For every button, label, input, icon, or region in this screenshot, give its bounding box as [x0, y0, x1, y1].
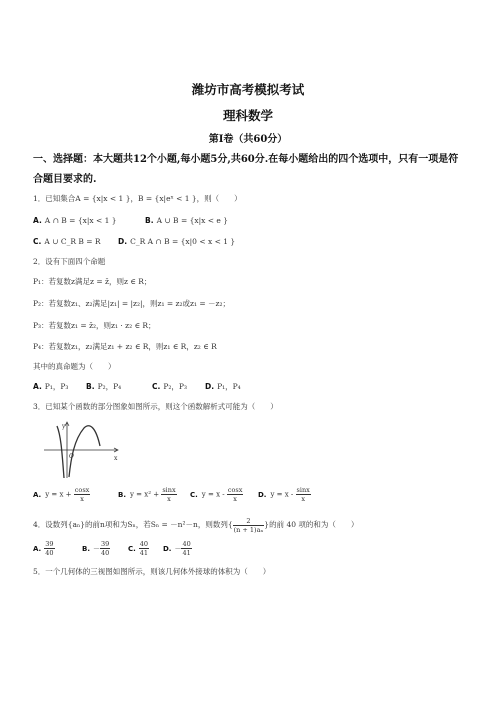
q2-stem: 2．设有下面四个命题	[33, 257, 106, 266]
q1-option-a	[33, 216, 117, 226]
fraction-numerator: cosx	[74, 486, 90, 494]
q4-option-c	[128, 540, 149, 557]
fraction-numerator: sinx	[162, 486, 176, 494]
q1-option-b	[145, 216, 228, 226]
fraction-denominator: 41	[139, 549, 149, 557]
fraction-denominator: 40	[101, 549, 110, 557]
option-fraction	[74, 486, 91, 503]
q4-fraction	[233, 517, 265, 534]
option-letter: B.	[145, 216, 154, 225]
fraction-numerator: 39	[45, 540, 54, 548]
q4-option-a	[33, 540, 55, 557]
fraction-numerator: 40	[182, 540, 191, 548]
option-fraction	[181, 540, 191, 557]
option-letter: B.	[118, 490, 126, 499]
fraction-denominator: x	[233, 495, 237, 503]
q2-option-c	[152, 382, 187, 392]
option-letter: A.	[33, 490, 42, 499]
y-axis-label: y	[62, 423, 66, 430]
q2-p1: P₁：若复数z满足z = z̄，则z ∈ R；	[33, 277, 152, 286]
fraction-numerator: cosx	[227, 486, 243, 494]
option-prefix: y = x -	[270, 490, 296, 499]
option-letter: A.	[33, 216, 42, 225]
option-prefix: y = x² +	[130, 490, 162, 499]
fraction-denominator: (n + 1)aₙ	[233, 525, 264, 534]
option-text: C_R A ∩ B = {x|0 < x < 1 }	[130, 237, 236, 246]
q2-option-a	[33, 382, 68, 392]
q5-stem: 5．一个几何体的三视图如图所示，则该几何体外接球的体积为（ ）	[33, 567, 271, 576]
volume-title: 第Ⅰ卷（共60分）	[208, 134, 288, 145]
option-fraction	[227, 486, 244, 503]
option-text: A ∪ B = {x|x < e }	[156, 216, 229, 225]
q4-stem-end: }的前 40 项的和为（ ）	[264, 520, 359, 529]
fraction-numerator: 40	[139, 540, 149, 548]
option-text: A ∩ B = {x|x < 1 }	[44, 216, 117, 225]
q3-option-d	[258, 486, 311, 503]
option-sign: －	[174, 544, 182, 553]
curve-right-branch	[69, 426, 100, 477]
q2-ask: 其中的真命题为（ ）	[33, 362, 116, 371]
q4-option-b	[82, 540, 110, 557]
option-text: P₂，P₄	[97, 382, 122, 391]
function-graph	[40, 418, 122, 480]
option-letter: A.	[33, 544, 42, 553]
fraction-numerator: 2	[233, 517, 265, 526]
q4-stem	[33, 516, 358, 534]
x-axis-label: x	[114, 455, 118, 462]
q3-option-a	[33, 486, 90, 503]
q2-p4: P₄：若复数z₁，z₂满足z₁ + z₂ ∈ R，则z₁ ∈ R，z₂ ∈ R	[33, 342, 217, 351]
q4-stem-start: 4．设数列{aₙ}的前n项和为Sₙ，若Sₙ = －n²－n，则数列{	[33, 520, 233, 529]
option-letter: D.	[118, 237, 128, 246]
option-letter: D.	[163, 544, 172, 553]
option-letter: C.	[128, 544, 136, 553]
option-letter: B.	[86, 382, 95, 391]
option-fraction	[161, 486, 176, 503]
option-text: P₂，P₃	[163, 382, 187, 391]
option-fraction	[44, 540, 54, 557]
option-text: P₁，P₄	[217, 382, 241, 391]
option-fraction	[139, 540, 149, 557]
subject-title: 理科数学	[222, 108, 273, 123]
option-text: P₁，P₃	[44, 382, 69, 391]
option-letter: C.	[33, 237, 42, 246]
fraction-denominator: x	[80, 495, 84, 503]
fraction-denominator: x	[167, 495, 171, 503]
fraction-denominator: x	[301, 495, 305, 503]
option-fraction	[296, 486, 311, 503]
option-letter: C.	[190, 490, 198, 499]
q2-option-d	[205, 382, 241, 392]
q3-option-b	[118, 486, 177, 503]
fraction-denominator: 40	[45, 549, 54, 557]
q2-p3: P₃：若复数z₁ = z̄₂，则z₁ · z₂ ∈ R；	[33, 321, 156, 330]
option-text: A ∪ C_R B = R	[44, 237, 101, 246]
q3-stem: 3．已知某个函数的部分图象如图所示，则这个函数解析式可能为（ ）	[33, 402, 278, 411]
origin-label: O	[69, 453, 74, 460]
section-heading: 一、选择题：本大题共12个小题,每小题5分,共60分.在每小题给出的四个选项中，只有一项是符合题目要求的.	[33, 154, 459, 185]
option-letter: A.	[33, 382, 42, 391]
option-letter: D.	[258, 490, 267, 499]
q1-stem: 1．已知集合A = {x|x < 1 }，B = {x|eˣ < 1 }，则（ ）	[33, 194, 242, 203]
option-fraction	[100, 540, 110, 557]
option-prefix: y = x -	[201, 490, 227, 499]
q1-option-d	[118, 237, 235, 247]
fraction-denominator: 41	[182, 549, 191, 557]
q1-option-c	[33, 237, 101, 247]
exam-title: 潍坊市高考模拟考试	[191, 82, 305, 97]
option-sign: －	[93, 544, 100, 553]
q3-option-c	[190, 486, 243, 503]
option-prefix: y = x +	[45, 490, 74, 499]
fraction-numerator: 39	[101, 540, 110, 548]
option-letter: B.	[82, 544, 90, 553]
option-letter: C.	[152, 382, 161, 391]
q2-p2: P₂：若复数z₁、z₂满足|z₁| = |z₂|，则z₁ = z₂或z₁ = －z₂；	[33, 299, 230, 308]
fraction-numerator: sinx	[296, 486, 310, 494]
option-letter: D.	[205, 382, 215, 391]
curve-left-branch	[57, 426, 64, 478]
q4-option-d	[163, 540, 192, 557]
q2-option-b	[86, 382, 121, 392]
